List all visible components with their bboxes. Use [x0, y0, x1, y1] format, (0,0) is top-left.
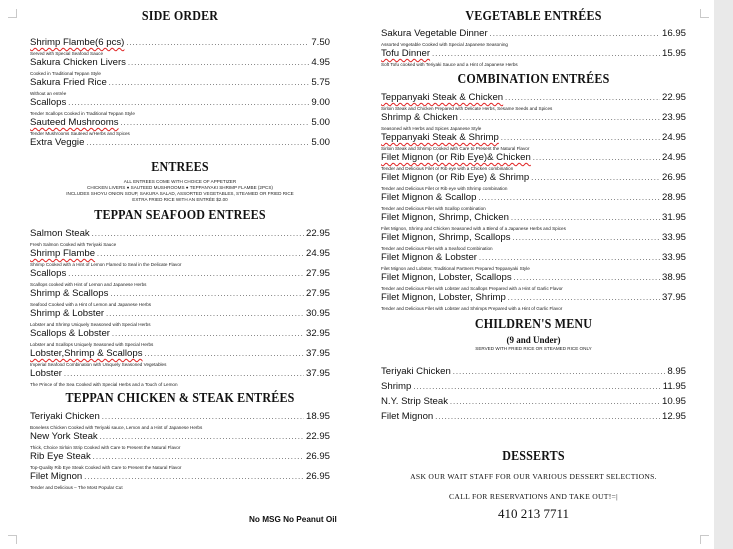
- margin-mark: [700, 535, 709, 544]
- dot-leader: [511, 213, 660, 225]
- children-subtitle: (9 and Under): [506, 335, 561, 345]
- menu-item-description: Thick, Choice Sirloin Strip Cooked with Care to Present the Natural Flavor: [30, 445, 181, 450]
- menu-item-description: Tender and Delicious Filet with Scallop combination: [381, 206, 486, 211]
- menu-item-description: [30, 150, 330, 157]
- menu-item-name: Teriyaki Chicken: [381, 366, 451, 377]
- menu-item-price: 11.95: [662, 381, 686, 392]
- menu-item-price: 24.95: [661, 152, 686, 163]
- menu-item-name: Shrimp Flambe(6 pcs): [30, 37, 125, 48]
- menu-item: [30, 288, 330, 301]
- dot-leader: [106, 309, 304, 321]
- dot-leader: [450, 397, 660, 409]
- menu-item-price: 7.50: [311, 37, 330, 48]
- menu-item-price: 5.75: [311, 77, 330, 88]
- menu-item-description: Filet Mignon and Lobster, Traditional Partners Prepared Teppanyaki Style: [381, 266, 530, 271]
- dot-leader: [505, 93, 660, 105]
- menu-item: [30, 308, 330, 321]
- menu-item: [381, 396, 686, 409]
- menu-item-price: 10.95: [661, 396, 686, 407]
- dot-leader: [109, 78, 310, 90]
- menu-item-name: Scallops: [30, 97, 67, 108]
- page-gutter: [714, 0, 733, 549]
- menu-item-name: Filet Mignon (or Rib Eye)& Chicken: [381, 152, 531, 163]
- seafood-title: TEPPAN SEAFOOD ENTREES: [94, 208, 266, 223]
- menu-item-name: Shrimp Flambe: [30, 248, 96, 259]
- desserts-title: DESSERTS: [502, 449, 565, 464]
- desserts-line: ASK OUR WAIT STAFF FOR OUR VARIOUS DESSERT SELECTIONS.: [410, 472, 657, 481]
- dot-leader: [460, 113, 660, 125]
- side-order-title: SIDE ORDER: [141, 9, 219, 24]
- margin-mark: [8, 535, 17, 544]
- menu-item: [30, 431, 330, 444]
- dot-leader: [102, 412, 304, 424]
- menu-item-price: 31.95: [661, 212, 686, 223]
- menu-item-description: Soft Tofu cooked with Teriyaki Sauce and a Hint of Japanese Herbs: [381, 62, 518, 67]
- menu-item-name: Shrimp & Lobster: [30, 308, 105, 319]
- entrees-notes: [30, 179, 330, 203]
- menu-item: [30, 451, 330, 464]
- menu-item: [381, 272, 686, 285]
- menu-item-price: 37.95: [661, 292, 686, 303]
- chicken-steak-list: [30, 411, 330, 491]
- dot-leader: [513, 233, 660, 245]
- side-order-list: [30, 37, 330, 157]
- menu-item-name: Filet Mignon & Scallop: [381, 192, 477, 203]
- entrees-note: EXTRA FRIED RICE WITH AN ENTRÉE $2.00: [132, 197, 228, 202]
- menu-item-price: 26.95: [305, 451, 330, 462]
- menu-item-description: Without an entrée: [30, 91, 67, 96]
- menu-item-price: 28.95: [661, 192, 686, 203]
- menu-item-name: Lobster,Shrimp & Scallops: [30, 348, 143, 359]
- menu-item-name: Tofu Dinner: [381, 48, 431, 59]
- menu-item-description: Scallops cooked with Hint of Lemon and Japanese Herbs: [30, 282, 147, 287]
- menu-item-description: Top-Quality Rib Eye Steak Cooked with Care to Present the Natural Flavor: [30, 465, 182, 470]
- menu-item-name: Filet Mignon, Shrimp, Chicken: [381, 212, 509, 223]
- menu-item-name: Teriyaki Chicken: [30, 411, 100, 422]
- menu-item-name: Shrimp: [381, 381, 412, 392]
- menu-item-name: Filet Mignon: [381, 411, 434, 422]
- menu-item-price: 38.95: [661, 272, 686, 283]
- entrees-title: ENTREES: [151, 160, 209, 175]
- menu-item-price: 5.00: [311, 117, 330, 128]
- no-msg-note: No MSG No Peanut Oil: [249, 515, 337, 524]
- dot-leader: [93, 452, 304, 464]
- dot-leader: [479, 253, 660, 265]
- menu-item: [381, 381, 686, 394]
- left-column: [30, 8, 330, 491]
- children-title: CHILDREN'S MENU: [474, 317, 593, 332]
- menu-item-price: 4.95: [311, 57, 330, 68]
- menu-item-name: Scallops: [30, 268, 67, 279]
- menu-item-price: 37.95: [305, 348, 330, 359]
- menu-item-description: Cooked in Traditional Teppan Style: [30, 71, 101, 76]
- vegetable-title: VEGETABLE ENTRÉES: [465, 9, 602, 24]
- menu-item-name: Filet Mignon (or Rib Eye) & Shrimp: [381, 172, 530, 183]
- menu-item: [30, 37, 330, 50]
- menu-item-name: N.Y. Strip Steak: [381, 396, 449, 407]
- menu-item-price: 22.95: [305, 431, 330, 442]
- menu-item: [381, 411, 686, 424]
- menu-item-name: Sauteed Mushrooms: [30, 117, 119, 128]
- menu-item-name: Teppanyaki Steak & Chicken: [381, 92, 504, 103]
- dot-leader: [64, 369, 304, 381]
- dot-leader: [68, 269, 304, 281]
- chicken-steak-title: TEPPAN CHICKEN & STEAK ENTRÉES: [65, 391, 295, 406]
- dot-leader: [413, 382, 660, 394]
- menu-item-price: 33.95: [661, 232, 686, 243]
- menu-item: [381, 292, 686, 305]
- dot-leader: [97, 249, 304, 261]
- menu-item: [30, 228, 330, 241]
- menu-item-price: 30.95: [305, 308, 330, 319]
- menu-item-description: Tender Scallops Cooked in Traditional Teppan Style: [30, 111, 135, 116]
- menu-item-name: Sakura Vegetable Dinner: [381, 28, 488, 39]
- menu-item-description: Tender and Delicious Filet with Lobster and Scallops Prepared with a Hint of Garlic Flavor: [381, 286, 563, 291]
- menu-item: [30, 117, 330, 130]
- dot-leader: [145, 349, 304, 361]
- dot-leader: [514, 273, 660, 285]
- right-column: [381, 8, 686, 523]
- dot-leader: [84, 472, 304, 484]
- menu-item: [381, 28, 686, 41]
- dot-leader: [112, 329, 304, 341]
- menu-item-name: Lobster: [30, 368, 62, 379]
- menu-item-description: Shrimp Cooked with a Hint of Lemon Flamed to Seal in the Delicate Flavor: [30, 262, 182, 267]
- menu-item-price: 9.00: [311, 97, 330, 108]
- menu-item: [30, 328, 330, 341]
- menu-item: [381, 112, 686, 125]
- menu-item-name: Sakura Fried Rice: [30, 77, 107, 88]
- menu-item: [30, 137, 330, 150]
- menu-item-name: Filet Mignon & Lobster: [381, 252, 477, 263]
- margin-mark: [700, 9, 709, 18]
- menu-item-price: 8.95: [667, 366, 686, 377]
- dot-leader: [453, 367, 665, 379]
- menu-item: [30, 77, 330, 90]
- menu-item: [381, 212, 686, 225]
- menu-item-description: Fresh Salmon Cooked with Teriyaki Sauce: [30, 242, 117, 247]
- dot-leader: [68, 98, 309, 110]
- menu-item-description: Tender and Delicious Filet or Rib eye with a Chicken combination: [381, 166, 514, 171]
- menu-item-description: Assorted Vegetable Cooked with Special Japanese Seasoning: [381, 42, 508, 47]
- menu-item: [30, 248, 330, 261]
- vegetable-list: [381, 28, 686, 68]
- menu-item-description: Filet Mignon, Shrimp and Chicken Seasoned with a Blend of a Japanese Herbs and Spices: [381, 226, 566, 231]
- menu-item-description: Lobster and Scallops Uniquely Seasoned with Special Herbs: [30, 342, 154, 347]
- menu-item-name: Extra Veggie: [30, 137, 85, 148]
- menu-item: [381, 92, 686, 105]
- menu-item: [30, 411, 330, 424]
- dot-leader: [126, 38, 309, 50]
- menu-item-price: 22.95: [661, 92, 686, 103]
- menu-item-name: Filet Mignon, Lobster, Scallops: [381, 272, 512, 283]
- menu-item: [30, 348, 330, 361]
- menu-item-description: Tender and Delicious Filet with Lobster and Shrimps Prepared with a Hint of Garlic Flavor: [381, 306, 563, 311]
- menu-item-description: Tender and Delicious – The Most Popular Cut: [30, 485, 123, 490]
- dot-leader: [435, 412, 660, 424]
- menu-item-price: 32.95: [305, 328, 330, 339]
- entrees-note: CHICKEN LIVERS ● SAUTEED MUSHROOMS ● TEPPANYAKI SHRIMP FLAMBE (2PCS): [87, 185, 273, 190]
- dot-leader: [508, 293, 660, 305]
- menu-item-price: 37.95: [305, 368, 330, 379]
- menu-item: [381, 232, 686, 245]
- menu-item-description: Sirloin Steak and Chicken Prepared with Delicate Herbs, Sesame Seeds and Spices: [381, 106, 553, 111]
- dot-leader: [128, 58, 309, 70]
- dot-leader: [121, 118, 310, 130]
- menu-item-name: Filet Mignon: [30, 471, 83, 482]
- menu-item-description: The Prince of the Sea Cooked with Special Herbs and a Touch of Lemon: [30, 382, 178, 387]
- reservations-line: CALL FOR RESERVATIONS AND TAKE OUT!=|: [449, 492, 618, 501]
- menu-item-name: New York Steak: [30, 431, 98, 442]
- phone-number: 410 213 7711: [497, 506, 570, 521]
- menu-item-price: 5.00: [311, 137, 330, 148]
- dot-leader: [501, 133, 660, 145]
- menu-item-name: Sakura Chicken Livers: [30, 57, 126, 68]
- dot-leader: [100, 432, 304, 444]
- menu-item: [30, 57, 330, 70]
- children-list: [381, 366, 686, 424]
- combination-list: [381, 92, 686, 312]
- menu-item-description: Seafood Cooked with a Hint of Lemon and Japanese Herbs: [30, 302, 152, 307]
- menu-item: [381, 132, 686, 145]
- combination-title: COMBINATION ENTRÉES: [457, 72, 610, 87]
- margin-mark: [8, 9, 17, 18]
- menu-item-description: Seasoned with Herbs and Spices Japanese Style: [381, 126, 482, 131]
- menu-item-price: 24.95: [305, 248, 330, 259]
- dot-leader: [490, 29, 660, 41]
- dot-leader: [86, 138, 309, 150]
- menu-item: [381, 172, 686, 185]
- menu-item-description: Tender and Delicious Filet with a Seafood Combination: [381, 246, 493, 251]
- menu-item-name: Salmon Steak: [30, 228, 90, 239]
- menu-item-name: Filet Mignon, Lobster, Shrimp: [381, 292, 506, 303]
- menu-item-description: Lobster and Shrimp Uniquely Seasoned with Special Herbs: [30, 322, 151, 327]
- menu-item-price: 23.95: [661, 112, 686, 123]
- menu-item-name: Shrimp & Chicken: [381, 112, 458, 123]
- seafood-list: [30, 228, 330, 388]
- entrees-note: INCLUDES SHOYU ONION SOUP, SAKURA SALAD, ASSORTED VEGETABLES, STEAMED OR FRIED RICE: [66, 191, 294, 196]
- children-note: SERVED WITH FRIED RICE OR STEAMED RICE ONLY: [475, 346, 592, 351]
- dot-leader: [533, 153, 660, 165]
- menu-item-description: Boneless Chicken Cooked with Teriyaki sauce, Lemon and a Hint of Japanese Herbs: [30, 425, 203, 430]
- menu-item-name: Shrimp & Scallops: [30, 288, 109, 299]
- menu-item-price: 24.95: [661, 132, 686, 143]
- menu-item-description: Tender and Delicious Filet or Rib eye with Shrimp combination: [381, 186, 508, 191]
- menu-item: [381, 152, 686, 165]
- menu-item-name: Filet Mignon, Shrimp, Scallops: [381, 232, 511, 243]
- menu-item: [381, 252, 686, 265]
- menu-item-price: 26.95: [661, 172, 686, 183]
- menu-item: [381, 48, 686, 61]
- menu-item-name: Rib Eye Steak: [30, 451, 91, 462]
- menu-item-name: Teppanyaki Steak & Shrimp: [381, 132, 499, 143]
- dot-leader: [478, 193, 660, 205]
- menu-item-price: 18.95: [305, 411, 330, 422]
- menu-item-price: 12.95: [661, 411, 686, 422]
- menu-item-price: 27.95: [305, 268, 330, 279]
- menu-item: [381, 366, 686, 379]
- menu-item-price: 16.95: [661, 28, 686, 39]
- menu-item-description: Sirloin Steak and Shrimp Cooked with Care to Present the Natural Flavor: [381, 146, 530, 151]
- menu-item-description: Imperial Seafood Combination with Uniquely Seasoned Vegetables: [30, 362, 167, 367]
- menu-item-price: 33.95: [661, 252, 686, 263]
- menu-item-description: Tender Mushrooms Sauteed w/Herbs and Spices: [30, 131, 130, 136]
- menu-item-name: Scallops & Lobster: [30, 328, 110, 339]
- dot-leader: [92, 229, 304, 241]
- dot-leader: [110, 289, 304, 301]
- menu-item: [30, 268, 330, 281]
- menu-item-price: 15.95: [661, 48, 686, 59]
- dot-leader: [432, 49, 660, 61]
- menu-item: [30, 368, 330, 381]
- entrees-note: ALL ENTREES COME WITH CHOICE OF APPETIZER: [123, 179, 237, 184]
- menu-item-description: Served with Special Seafood Sauce: [30, 51, 104, 56]
- menu-item-price: 26.95: [305, 471, 330, 482]
- menu-item: [30, 97, 330, 110]
- menu-item-price: 27.95: [305, 288, 330, 299]
- menu-item-price: 22.95: [305, 228, 330, 239]
- menu-item: [381, 192, 686, 205]
- menu-item: [30, 471, 330, 484]
- dot-leader: [531, 173, 660, 185]
